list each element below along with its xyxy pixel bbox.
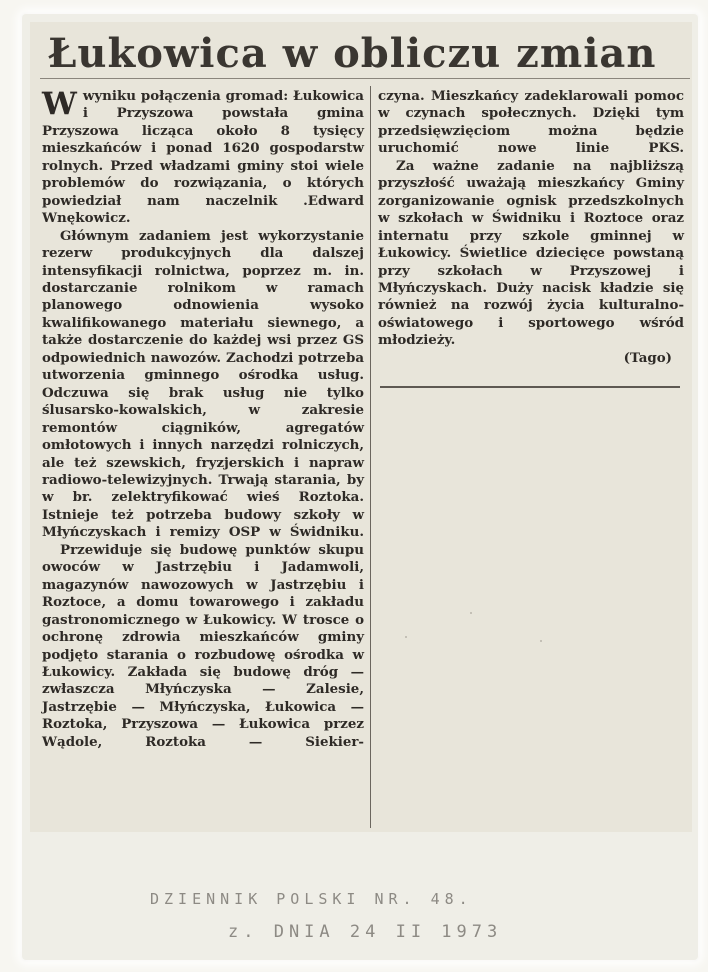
article-left-column (42, 88, 364, 751)
paragraph-5: Za ważne zadanie na najbliższą przyszłość uważają mieszkańcy Gminy zorganizowanie ognisk przedszkolnych w szkołach w Świdniku i Roztoce oraz internatu przy szkole gminnej w Łukowicy. Świetlice dziecięce powstaną przy szkołach w Przyszowej i Młyńczyskach. Duży nacisk kładzie się również na rozwój życia kulturalno-oświatowego i sportowego wśród młodzieży. (378, 157, 684, 349)
article-right-column (378, 88, 684, 367)
handwritten-date-note: z. DNIA 24 II 1973 (228, 922, 503, 942)
paper-speck (405, 636, 407, 638)
paper-speck (540, 640, 542, 642)
headline-rule (40, 78, 690, 79)
paragraph-2: Głównym zadaniem jest wykorzystanie rezerw produkcyjnych dla dalszej intensyfikacji rolnictwa, poprzez m. in. dostarczanie rolnikom w ramach planowego odnowienia wysoko kwalifikowanego materiału siewnego, a także dostarczenie do każdej wsi przez GS odpowiednich nawozów. Zachodzi potrzeba utworzenia gminnego ośrodka usług. Odczuwa się brak usług nie tylko ślusarsko-kowalskich, w zakresie remontów ciągników, agregatów omłotowych i innych narzędzi rolniczych, ale też szewskich, fryzjerskich i napraw radiowo-telewizyjnych. Trwają starania, by w br. zelektryfikować wieś Roztoka. Istnieje też potrzeba budowy szkoły w Młyńczyskach i remizy OSP w Świdniku. (42, 227, 364, 541)
paragraph-4: czyna. Mieszkańcy zadeklarowali pomoc w czynach społecznych. Dzięki tym przedsięwzięciom można będzie uruchomić nowe linie PKS. (378, 88, 684, 157)
article-signature: (Tago) (623, 349, 672, 366)
paragraph-3: Przewiduje się budowę punktów skupu owoców w Jastrzębiu i Jadamwoli, magazynów nawozowych w Jastrzębiu i Roztoce, a domu towarowego i zakładu gastronomicznego w Łukowicy. W trosce o ochronę zdrowia mieszkańców gminy podjęto starania o rozbudowę ośrodka w Łukowicy. Zakłada się budowę dróg — zwłaszcza Młyńczyska — Zalesie, Jastrzębie — Młyńczyska, Łukowica — Roztoka, Przyszowa — Łukowica przez Wądole, Roztoka — Siekier- (42, 541, 364, 750)
article-end-rule (380, 386, 680, 388)
column-divider (370, 86, 371, 828)
article-headline: Łukowica w obliczu zmian (48, 30, 657, 77)
paragraph-1-text: wyniku połączenia gromad: Łukowica i Przyszowa powstała gmina Przyszowa licząca około 8 tysięcy mieszkańców i ponad 1620 gospodarstw rolnych. Przed władzami gminy stoi wiele problemów do rozwiązania, o których powiedział nam naczelnik .Edward Wnękowicz. (42, 88, 364, 227)
paper-speck (470, 612, 472, 614)
handwritten-source-note: DZIENNIK POLSKI NR. 48. (150, 890, 473, 908)
paragraph-1 (42, 88, 364, 228)
drop-cap: W (42, 86, 77, 122)
